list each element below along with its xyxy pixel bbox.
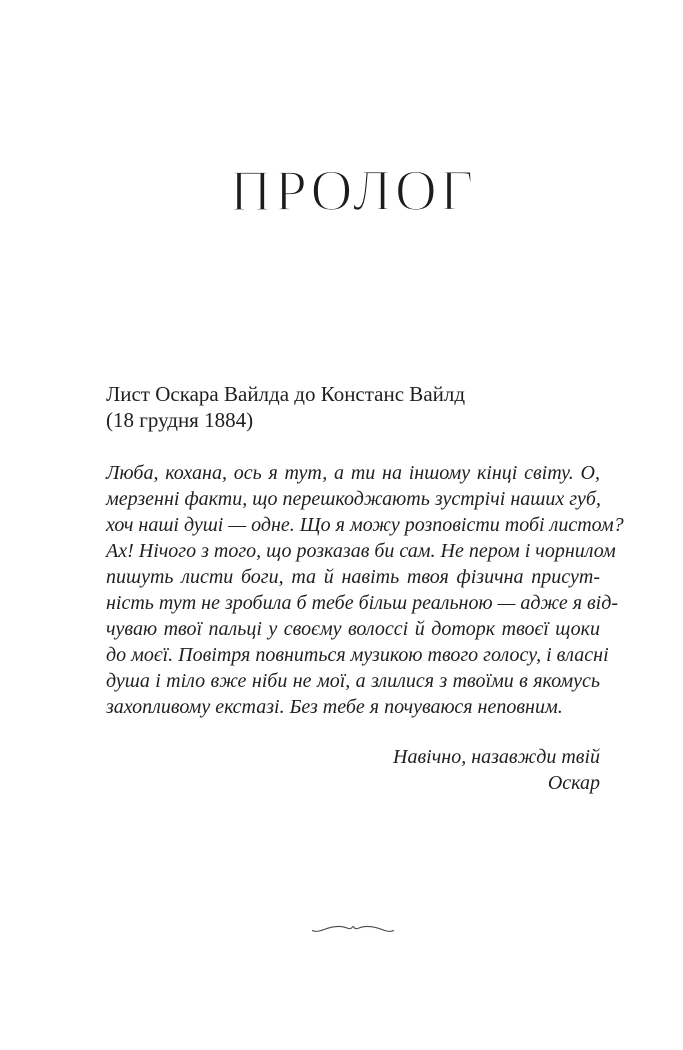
signature-line2: Оскар	[547, 772, 600, 794]
letter-body	[106, 460, 624, 720]
signature-line1: Навічно, назавжди твій	[393, 746, 600, 768]
letter-signature	[106, 744, 600, 796]
letter-heading-line1: Лист Оскара Вайлда до Констанс Вайлд	[106, 382, 466, 406]
body-line: захопливому екстазі. Без тебе я почуваюся неповним.	[106, 696, 563, 718]
body-line: Люба, кохана, ось я тут, а ти на іншому кінці світу. О,	[106, 462, 600, 484]
body-line: до моєї. Повітря повниться музикою твого голосу, і власні	[106, 644, 609, 666]
letter-heading-line2: (18 грудня 1884)	[106, 408, 254, 432]
flourish-ornament-icon	[311, 921, 395, 935]
chapter-title-svg	[106, 156, 600, 228]
body-line: чуваю твої пальці у своєму волоссі й доторк твоєї щоки	[106, 618, 600, 640]
body-line: пишуть листи боги, та й навіть твоя фізична присут-	[106, 566, 600, 588]
body-line: Ах! Нічого з того, що розказав би сам. Не пером і чорнилом	[106, 540, 616, 562]
chapter-title-wrap	[106, 156, 600, 228]
body-line: душа і тіло вже ніби не мої, а злилися з твоїми в якомусь	[106, 670, 600, 692]
chapter-title: ПРОЛОГ	[229, 158, 477, 223]
body-line: мерзенні факти, що перешкоджають зустрічі наших губ,	[106, 488, 601, 510]
letter-heading	[106, 381, 600, 433]
body-line: ність тут не зробила б тебе більш реальною — адже я від-	[106, 592, 619, 614]
body-line: хоч наші душі — одне. Що я можу розповісти тобі листом?	[106, 514, 624, 536]
